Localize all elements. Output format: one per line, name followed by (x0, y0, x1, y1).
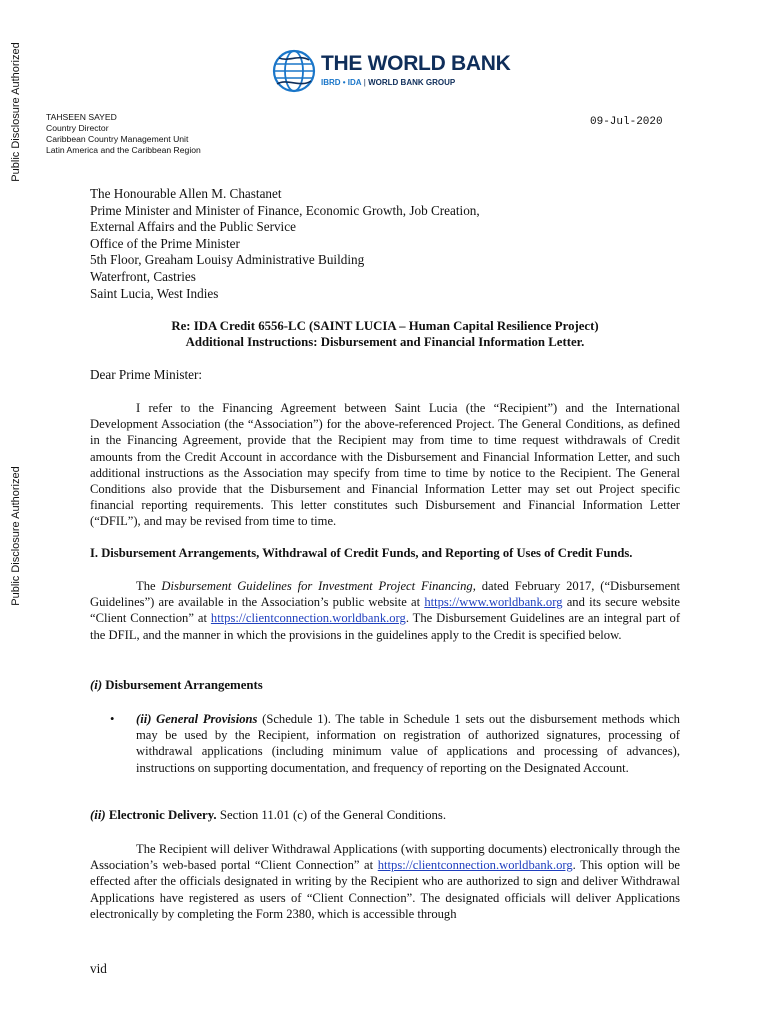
intro-paragraph: I refer to the Financing Agreement between Saint Lucia (the “Recipient”) and the International Development Association (the “Association”) for the above-referenced Project. The General Conditions, as defined in the Financing Agreement, provide that the Recipient may from time to time request withdrawals of Credit amounts from the Credit Account in accordance with the Disbursement and Financial Information Letter, and such additional instructions as the Association may specify from time to time by notice to the Recipient. The General Conditions also provide that the Disbursement and Financial Information Letter may set out Project specific financial reporting requirements. This letter constitutes such Disbursement and Financial Information Letter (“DFIL”), and may be revised from time to time. (90, 401, 680, 529)
recipient-address (90, 186, 480, 302)
electronic-delivery-heading (90, 808, 446, 823)
general-provisions-lead: (ii) General Provisions (136, 712, 258, 726)
electronic-delivery-paragraph (90, 841, 680, 922)
world-bank-logo (271, 48, 511, 100)
disclosure-label-top: Public Disclosure Authorized (10, 42, 22, 182)
page-number: vid (90, 961, 107, 976)
guidelines-paragraph (90, 578, 680, 643)
sender-region: Latin America and the Caribbean Region (46, 145, 201, 155)
client-connection-link[interactable]: https://clientconnection.worldbank.org (377, 858, 573, 873)
sender-unit: Caribbean Country Management Unit (46, 134, 189, 144)
subject-line (90, 318, 680, 350)
logo-group: WORLD BANK GROUP (368, 78, 456, 87)
text-run: dated February 2017, (“Disbursement Guidelines”) are available in the Association’s public website at (90, 579, 681, 610)
address-line: External Affairs and the Public Service (90, 219, 296, 235)
sender-title: Country Director (46, 123, 109, 133)
worldbank-link[interactable]: https://www.worldbank.org (424, 595, 563, 610)
disclosure-label-middle: Public Disclosure Authorized (10, 466, 22, 606)
section-heading: I. Disbursement Arrangements, Withdrawal of Credit Funds, and Reporting of Uses of Credit Funds. (90, 546, 633, 560)
subject-line-1: Re: IDA Credit 6556-LC (SAINT LUCIA – Human Capital Resilience Project) (171, 319, 599, 333)
text-run: (Schedule 1). The table in Schedule 1 sets out the disbursement methods which may be used by the Recipient, information on registration of authorized signatures, processing of withdrawal applications (including minimum value of applications and processing of advances), instructions on supporting documentation, and frequency of reporting on the Designated Account. (136, 712, 680, 775)
logo-ibrd-ida: IBRD • IDA (321, 78, 362, 87)
heading-label: Disbursement Arrangements (102, 678, 263, 692)
logo-separator: | (361, 78, 369, 87)
address-line: Saint Lucia, West Indies (90, 285, 219, 301)
disbursement-arrangements-heading (90, 678, 263, 693)
globe-icon (271, 48, 317, 94)
sender-block (46, 112, 201, 156)
client-connection-link[interactable]: https://clientconnection.worldbank.org (210, 611, 406, 626)
text-run: The (136, 579, 162, 593)
guidelines-title: Disbursement Guidelines for Investment Project Financing, (161, 579, 476, 593)
text-run: . This option will be effected after the officials designated in writing by the Recipient who are authorized to sign and deliver Withdrawal Applications have registered as users of “Client Connection”. The designated officials will deliver Applications electronically by completing the Form 2380, which is accessible through (90, 858, 680, 921)
address-line: The Honourable Allen M. Chastanet (90, 186, 282, 201)
bullet-icon: • (110, 712, 115, 726)
text-run: . The Disbursement Guidelines are an integral part of the DFIL, and the manner in which the provisions in the guidelines apply to the Credit is specified below. (90, 611, 681, 642)
text-run: and its secure website “Client Connection” at (90, 595, 680, 626)
letter-date: 09-Jul-2020 (590, 116, 663, 128)
text-run: The Recipient will deliver Withdrawal Applications (with supporting documents) electronically through the Association’s web-based portal “Client Connection” at (90, 842, 680, 873)
general-provisions-text (136, 711, 680, 776)
subject-line-2: Additional Instructions: Disbursement and Financial Information Letter. (185, 335, 585, 349)
heading-label: Electronic Delivery. (105, 808, 217, 822)
heading-number: (i) (90, 678, 103, 692)
logo-subtitle (321, 78, 455, 87)
logo-title: THE WORLD BANK (321, 52, 511, 75)
address-line: Waterfront, Castries (90, 268, 196, 284)
list-item (110, 711, 680, 776)
heading-number: (ii) (90, 808, 106, 822)
address-line: Office of the Prime Minister (90, 235, 240, 251)
heading-rest: Section 11.01 (c) of the General Conditions. (216, 808, 447, 822)
sender-name: TAHSEEN SAYED (46, 112, 117, 122)
address-line: Prime Minister and Minister of Finance, Economic Growth, Job Creation, (90, 202, 480, 218)
salutation: Dear Prime Minister: (90, 367, 203, 382)
address-line: 5th Floor, Greaham Louisy Administrative Building (90, 252, 365, 268)
